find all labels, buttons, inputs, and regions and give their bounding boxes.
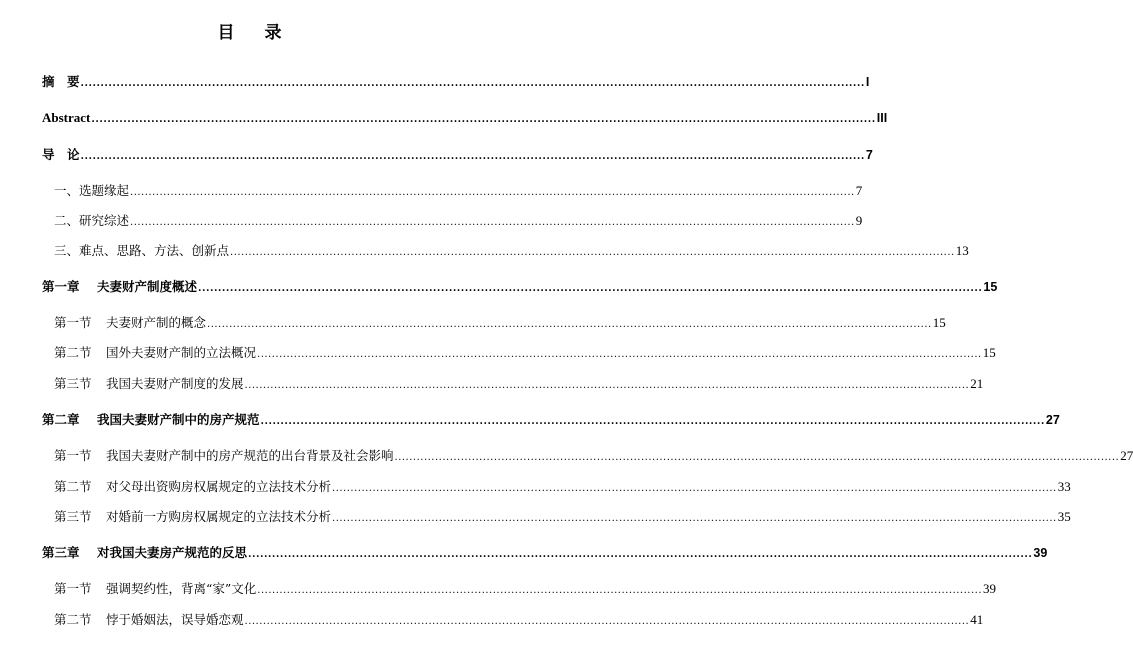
section-number: 第一节: [54, 315, 92, 330]
leader-dots: .....................................................................................................................................................................................................: [130, 217, 855, 228]
toc-entry-page: 41: [970, 612, 984, 627]
toc-entry-page: 39: [1033, 546, 1048, 560]
toc-entry-label: [54, 477, 331, 497]
toc-entry-page: 21: [970, 376, 984, 391]
toc-entry-abstract-en[interactable]: [42, 108, 888, 128]
chapter-title: 对我国夫妻房产规范的反思: [97, 545, 248, 560]
toc-entry-label: [54, 343, 256, 363]
leader-dots: .....................................................................................................................................................................................................: [198, 283, 983, 294]
toc-entry-label: 摘 要: [42, 74, 80, 89]
toc-entry-label: 一、选题缘起: [54, 183, 130, 198]
toc-entry-section-3-1[interactable]: [54, 579, 997, 599]
toc-entry-introduction[interactable]: [42, 145, 873, 165]
toc-entry-label: [42, 277, 197, 297]
toc-entry-label: [54, 446, 394, 466]
toc-entry-label: 三、难点、思路、方法、创新点: [54, 243, 230, 258]
section-number: 第二节: [54, 479, 92, 494]
toc-entry-section-3-2[interactable]: [54, 610, 984, 630]
leader-dots: .....................................................................................................................................................................................................: [207, 319, 932, 330]
chapter-title: 夫妻财产制度概述: [97, 279, 198, 294]
section-number: 第三节: [54, 376, 92, 391]
toc-entry-label: [54, 374, 244, 394]
leader-dots: .....................................................................................................................................................................................................: [80, 78, 865, 89]
toc-entry-page: 15: [982, 345, 996, 360]
section-number: 第二节: [54, 345, 92, 360]
toc-entry-section-1-1[interactable]: [54, 313, 946, 333]
toc-entry-intro-1[interactable]: [54, 181, 863, 201]
chapter-number: 第三章: [42, 545, 80, 560]
section-number: 第一节: [54, 581, 92, 596]
toc-entry-page: 9: [855, 213, 863, 228]
toc-entry-page: 15: [932, 315, 946, 330]
leader-dots: .....................................................................................................................................................................................................: [91, 114, 876, 125]
toc-entry-label: [54, 313, 206, 333]
section-title: 对婚前一方购房权属规定的立法技术分析: [106, 509, 332, 524]
toc-entry-chapter-1[interactable]: [42, 277, 998, 297]
leader-dots: .....................................................................................................................................................................................................: [332, 513, 1057, 524]
toc-entry-page: 35: [1057, 509, 1071, 524]
section-title: 我国夫妻财产制度的发展: [106, 376, 244, 391]
leader-dots: .....................................................................................................................................................................................................: [248, 549, 1033, 560]
leader-dots: .....................................................................................................................................................................................................: [230, 247, 955, 258]
toc-entry-label: [54, 610, 244, 630]
toc-entry-page: 7: [865, 148, 873, 162]
toc-entry-page: 27: [1120, 448, 1133, 463]
section-title: 对父母出资购房权属规定的立法技术分析: [106, 479, 332, 494]
section-title: 强调契约性，背离“家”文化: [106, 581, 257, 596]
toc-entry-label: 二、研究综述: [54, 213, 130, 228]
toc-entry-page: 15: [983, 280, 998, 294]
section-title: 我国夫妻财产制中的房产规范的出台背景及社会影响: [106, 448, 394, 463]
leader-dots: .....................................................................................................................................................................................................: [257, 585, 983, 596]
section-number: 第三节: [54, 509, 92, 524]
chapter-number: 第一章: [42, 279, 80, 294]
toc-entry-label: [42, 543, 247, 563]
toc-entry-page: 33: [1057, 479, 1071, 494]
toc-entry-section-1-3[interactable]: [54, 374, 984, 394]
toc-entry-label: [42, 410, 260, 430]
toc-entry-section-1-2[interactable]: [54, 343, 996, 363]
leader-dots: .....................................................................................................................................................................................................: [260, 416, 1045, 427]
toc-entry-page: 39: [983, 581, 997, 596]
toc-entry-page: 27: [1045, 413, 1060, 427]
section-number: 第一节: [54, 448, 92, 463]
toc-entry-label: 导 论: [42, 147, 80, 162]
toc-entry-page: I: [865, 75, 870, 89]
toc-entry-label: [54, 579, 256, 599]
chapter-title: 我国夫妻财产制中的房产规范: [97, 412, 260, 427]
chapter-number: 第二章: [42, 412, 80, 427]
section-title: 国外夫妻财产制的立法概况: [106, 345, 257, 360]
leader-dots: .....................................................................................................................................................................................................: [130, 187, 855, 198]
toc-entry-intro-2[interactable]: [54, 211, 863, 231]
toc-title: 目 录: [217, 23, 294, 43]
toc-entry-section-2-1[interactable]: [54, 446, 1133, 466]
toc-entry-label: [54, 507, 331, 527]
leader-dots: .....................................................................................................................................................................................................: [332, 483, 1057, 494]
leader-dots: .....................................................................................................................................................................................................: [244, 616, 970, 627]
toc-entry-section-2-2[interactable]: [54, 477, 1071, 497]
leader-dots: .....................................................................................................................................................................................................: [257, 349, 982, 360]
leader-dots: .....................................................................................................................................................................................................: [80, 151, 865, 162]
toc-entry-abstract-cn[interactable]: [42, 72, 870, 92]
leader-dots: .....................................................................................................................................................................................................: [244, 380, 970, 391]
toc-entry-intro-3[interactable]: [54, 241, 969, 261]
section-title: 夫妻财产制的概念: [106, 315, 207, 330]
toc-entry-page: 13: [955, 243, 969, 258]
toc-entry-section-2-3[interactable]: [54, 507, 1071, 527]
toc-entry-page: III: [876, 111, 888, 125]
toc-entry-label: Abstract: [42, 110, 91, 125]
section-title: 悖于婚姻法，误导婚恋观: [106, 612, 244, 627]
toc-entry-chapter-2[interactable]: [42, 410, 1060, 430]
section-number: 第二节: [54, 612, 92, 627]
toc-entry-chapter-3[interactable]: [42, 543, 1048, 563]
leader-dots: .....................................................................................................................................................................................................: [394, 452, 1120, 463]
toc-entry-page: 7: [855, 183, 863, 198]
